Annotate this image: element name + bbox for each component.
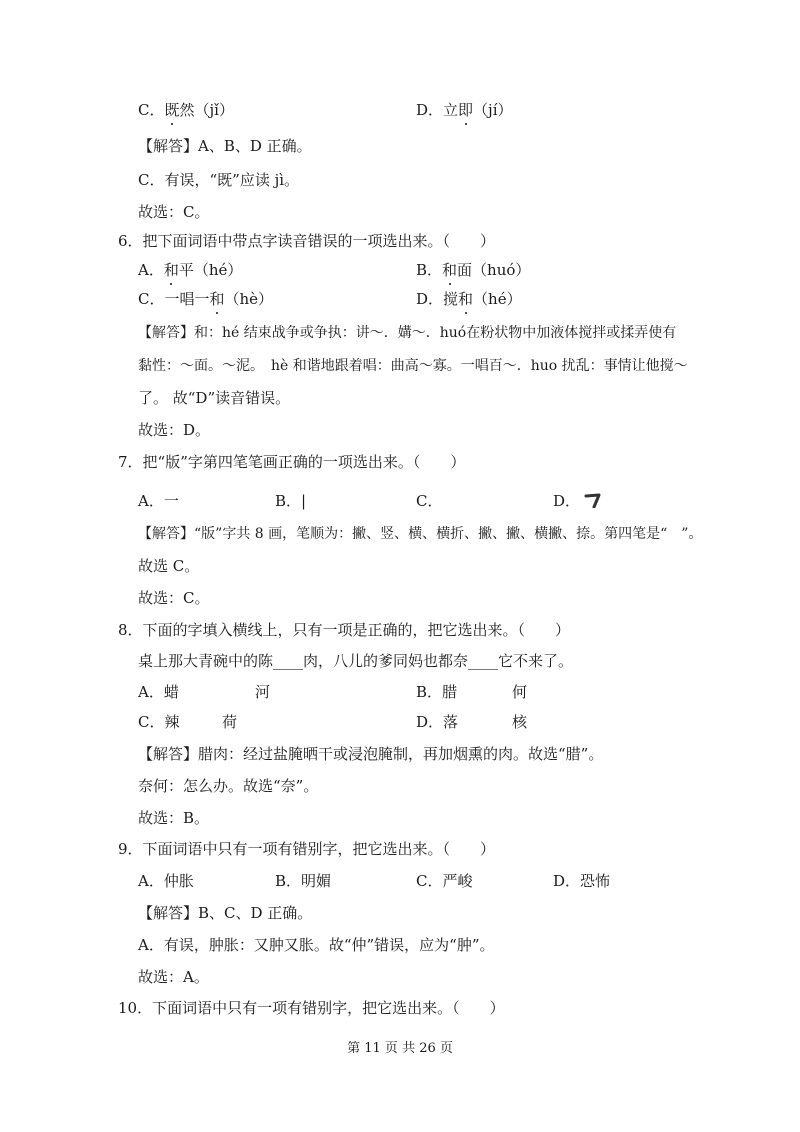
q5-option-d-dotted-char: 即 — [458, 101, 474, 119]
q9-option-d: D．恐怖 — [553, 872, 611, 890]
q7-answer-line-1: 【解答】“版”字共 8 画，笔顺为：撇、竖、横、横折、撇、撇、横撇、捺。第四笔是“ ”。 — [138, 526, 703, 542]
q5-answer-line-1: 【解答】A、B、D 正确。 — [138, 137, 312, 155]
q9-option-c: C．严峻 — [416, 872, 473, 890]
q8-option-d-2: 核 — [512, 713, 528, 731]
q5-choose: 故选：C。 — [138, 203, 210, 221]
q7-stem: 7．把“版”字第四笔笔画正确的一项选出来。（ ） — [118, 453, 466, 471]
q7-choose-2: 故选：C。 — [138, 589, 210, 607]
q6-option-a-rest: 平（hé） — [178, 261, 243, 279]
q8-option-b-2: 何 — [512, 683, 528, 701]
q5-option-c-dotted-char: 既 — [164, 101, 180, 119]
q8-option-b-1: B．腊 — [416, 683, 458, 701]
q6-option-c-rest: （hè） — [224, 290, 274, 308]
q6-option-d-label: D．搅 — [416, 290, 459, 308]
q6-option-b-rest: 面（huó） — [457, 261, 531, 279]
q7-option-c: C． — [416, 492, 443, 510]
q5-option-d-rest: （jí） — [473, 101, 513, 119]
q9-option-b: B．明媚 — [275, 872, 332, 890]
q8-stem: 8．下面的字填入横线上，只有一项是正确的，把它选出来。（ ） — [118, 621, 571, 639]
q5-option-c-rest: 然（jǐ） — [179, 101, 234, 119]
q6-answer-line-3: 了。 故“D”读音错误。 — [138, 389, 291, 407]
q6-stem: 6．把下面词语中带点字读音错误的一项选出来。（ ） — [118, 232, 496, 250]
q6-answer-line-1: 【解答】和：hé 结束战争或争执：讲～．媾～．huó在粉状物中加液体搅拌或揉弄使有 — [138, 325, 677, 341]
q8-option-d-1: D．落 — [416, 713, 459, 731]
q5-option-c — [138, 100, 234, 120]
q5-option-d-label: D．立 — [416, 101, 459, 119]
q6-choose: 故选：D。 — [138, 421, 211, 439]
q7-option-d-label: D． — [553, 492, 581, 510]
q9-answer-line-1: 【解答】B、C、D 正确。 — [138, 904, 313, 922]
q10-stem: 10．下面词语中只有一项有错别字，把它选出来。（ ） — [118, 999, 505, 1017]
q6-option-a-label: A． — [138, 261, 164, 279]
q7-choose-1: 故选 C。 — [138, 557, 200, 575]
q8-sentence: 桌上那大青碗中的陈____肉，八儿的爹同妈也都奈____它不来了。 — [138, 652, 574, 670]
q6-option-b-label: B． — [416, 261, 443, 279]
q8-option-a-2: 河 — [255, 683, 271, 701]
page-footer: 第 11 页 共 26 页 — [347, 1041, 453, 1056]
q6-answer-line-2: 黏性：～面。～泥。 hè 和谐地跟着唱：曲高～寡。一唱百～．huo 扰乱：事情让他搅～ — [138, 358, 688, 374]
q8-choose: 故选：B。 — [138, 809, 210, 827]
q5-option-d — [416, 100, 513, 120]
q7-option-a: A．一 — [138, 492, 179, 510]
q9-option-a: A．仲胀 — [138, 872, 194, 890]
q9-answer-line-2: A．有误，肿胀：又肿又胀。故“仲”错误，应为“肿”。 — [138, 936, 495, 954]
q6-option-b-dotted-char: 和 — [442, 261, 458, 279]
q6-option-a — [138, 260, 242, 280]
q6-option-d-dotted-char: 和 — [458, 290, 474, 308]
q6-option-b — [416, 260, 530, 280]
q8-option-c-1: C．辣 — [138, 713, 180, 731]
horizontal-hook-stroke-icon — [584, 492, 602, 513]
q6-option-d — [416, 289, 522, 309]
q5-option-c-label: C． — [138, 101, 165, 119]
q7-option-d — [553, 491, 602, 513]
q6-option-d-rest: （hé） — [473, 290, 522, 308]
q6-option-c-label: C．一唱一 — [138, 290, 210, 308]
q7-option-b: B．| — [275, 492, 307, 510]
q6-option-a-dotted-char: 和 — [163, 261, 179, 279]
q8-option-a-1: A．蜡 — [138, 683, 179, 701]
q6-option-c — [138, 289, 273, 309]
q9-stem: 9．下面词语中只有一项有错别字，把它选出来。（ ） — [118, 840, 496, 858]
q9-choose: 故选：A。 — [138, 968, 209, 986]
q5-answer-line-2: C．有误，“既”应读 jì。 — [138, 171, 300, 189]
q8-option-c-2: 荷 — [222, 713, 238, 731]
q6-option-c-dotted-char: 和 — [209, 290, 225, 308]
q8-answer-line-2: 奈何：怎么办。故选“奈”。 — [138, 777, 319, 795]
q8-answer-line-1: 【解答】腊肉：经过盐腌晒干或浸泡腌制，再加烟熏的肉。故选“腊”。 — [138, 745, 604, 763]
